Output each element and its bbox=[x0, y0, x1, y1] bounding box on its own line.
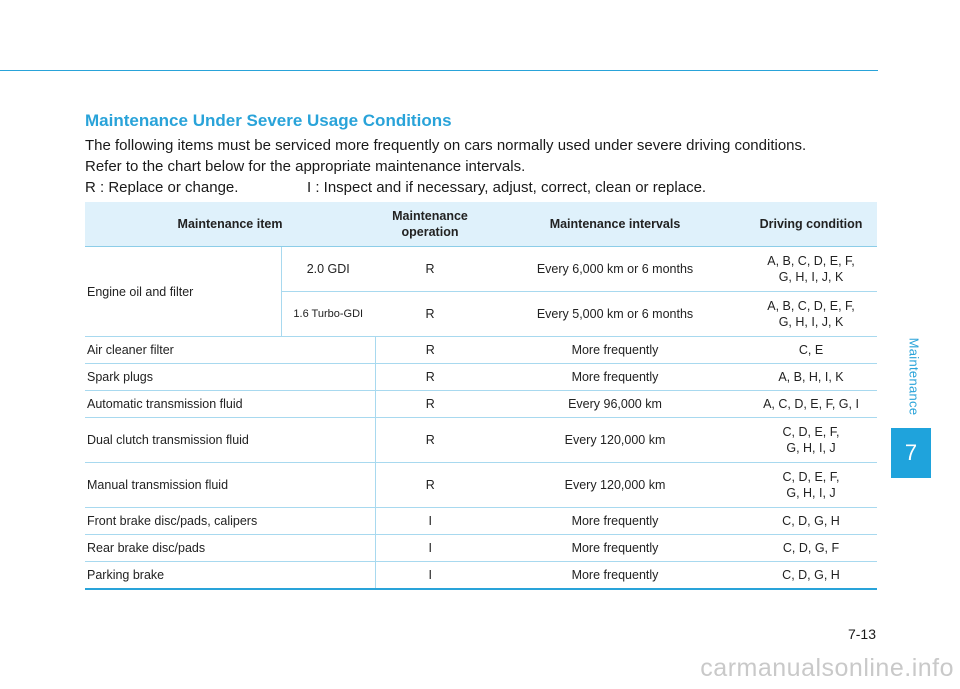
header-maintenance-operation: Maintenance operation bbox=[375, 202, 485, 247]
operation-cell: I bbox=[375, 508, 485, 535]
table-row bbox=[85, 337, 877, 364]
condition-line-2: G, H, I, J, K bbox=[778, 315, 844, 329]
table-row bbox=[85, 535, 877, 562]
table-header-row bbox=[85, 202, 877, 247]
table-row bbox=[85, 508, 877, 535]
page-number: 7-13 bbox=[847, 626, 876, 642]
interval-cell: Every 96,000 km bbox=[485, 391, 745, 418]
condition-cell: C, D, G, H bbox=[745, 562, 877, 590]
interval-cell: Every 120,000 km bbox=[485, 463, 745, 508]
condition-line-2: G, H, I, J bbox=[786, 486, 836, 500]
intro-line-1: The following items must be serviced more frequently on cars normally used under severe driving conditions. bbox=[85, 137, 807, 154]
condition-line-1: A, B, C, D, E, F, bbox=[767, 254, 855, 268]
table-row bbox=[85, 364, 877, 391]
interval-cell: Every 6,000 km or 6 months bbox=[485, 247, 745, 292]
operation-cell: R bbox=[375, 418, 485, 463]
intro-line-2: Refer to the chart below for the appropriate maintenance intervals. bbox=[85, 158, 526, 175]
item-cell: Front brake disc/pads, calipers bbox=[85, 508, 375, 535]
table-row bbox=[85, 391, 877, 418]
operation-cell: R bbox=[375, 337, 485, 364]
operation-cell: R bbox=[375, 364, 485, 391]
condition-cell bbox=[745, 418, 877, 463]
condition-cell bbox=[745, 463, 877, 508]
engine-variant-cell: 1.6 Turbo-GDI bbox=[281, 292, 375, 337]
condition-cell bbox=[745, 247, 877, 292]
table-row bbox=[85, 247, 877, 292]
operation-cell: R bbox=[375, 463, 485, 508]
condition-line-1: C, D, E, F, bbox=[782, 425, 840, 439]
operation-cell: I bbox=[375, 562, 485, 590]
condition-line-1: C, D, E, F, bbox=[782, 470, 840, 484]
condition-cell bbox=[745, 292, 877, 337]
operation-legend: R : Replace or change. I : Inspect and if necessary, adjust, correct, clean or replace. bbox=[85, 179, 707, 196]
item-cell: Rear brake disc/pads bbox=[85, 535, 375, 562]
condition-cell: C, E bbox=[745, 337, 877, 364]
item-cell: Parking brake bbox=[85, 562, 375, 590]
intro-text bbox=[85, 135, 875, 198]
condition-cell: A, B, H, I, K bbox=[745, 364, 877, 391]
interval-cell: More frequently bbox=[485, 364, 745, 391]
maintenance-table bbox=[85, 202, 877, 590]
operation-cell: R bbox=[375, 391, 485, 418]
item-cell: Air cleaner filter bbox=[85, 337, 375, 364]
table-row bbox=[85, 562, 877, 590]
item-cell: Engine oil and filter bbox=[85, 247, 281, 337]
condition-cell: A, C, D, E, F, G, I bbox=[745, 391, 877, 418]
table-row bbox=[85, 418, 877, 463]
page-title: Maintenance Under Severe Usage Conditions bbox=[85, 111, 452, 130]
section-tab[interactable] bbox=[894, 330, 934, 422]
item-cell: Dual clutch transmission fluid bbox=[85, 418, 375, 463]
interval-cell: More frequently bbox=[485, 535, 745, 562]
item-cell: Spark plugs bbox=[85, 364, 375, 391]
interval-cell: More frequently bbox=[485, 337, 745, 364]
table-row bbox=[85, 463, 877, 508]
interval-cell: More frequently bbox=[485, 508, 745, 535]
condition-line-1: A, B, C, D, E, F, bbox=[767, 299, 855, 313]
condition-cell: C, D, G, H bbox=[745, 508, 877, 535]
condition-line-2: G, H, I, J bbox=[786, 441, 836, 455]
operation-cell: I bbox=[375, 535, 485, 562]
section-tab-label: Maintenance bbox=[906, 337, 922, 415]
chapter-number-badge[interactable]: 7 bbox=[891, 428, 931, 478]
header-rule bbox=[0, 70, 878, 71]
watermark: carmanualsonline.info bbox=[700, 654, 954, 682]
legend-replace: R : Replace or change. bbox=[85, 179, 239, 196]
interval-cell: Every 5,000 km or 6 months bbox=[485, 292, 745, 337]
item-cell: Automatic transmission fluid bbox=[85, 391, 375, 418]
operation-cell: R bbox=[375, 247, 485, 292]
operation-cell: R bbox=[375, 292, 485, 337]
condition-line-2: G, H, I, J, K bbox=[778, 270, 844, 284]
condition-cell: C, D, G, F bbox=[745, 535, 877, 562]
header-maintenance-intervals: Maintenance intervals bbox=[485, 202, 745, 247]
engine-variant-cell: 2.0 GDI bbox=[281, 247, 375, 292]
interval-cell: Every 120,000 km bbox=[485, 418, 745, 463]
header-maintenance-item: Maintenance item bbox=[85, 202, 375, 247]
interval-cell: More frequently bbox=[485, 562, 745, 590]
header-driving-condition: Driving condition bbox=[745, 202, 877, 247]
item-cell: Manual transmission fluid bbox=[85, 463, 375, 508]
